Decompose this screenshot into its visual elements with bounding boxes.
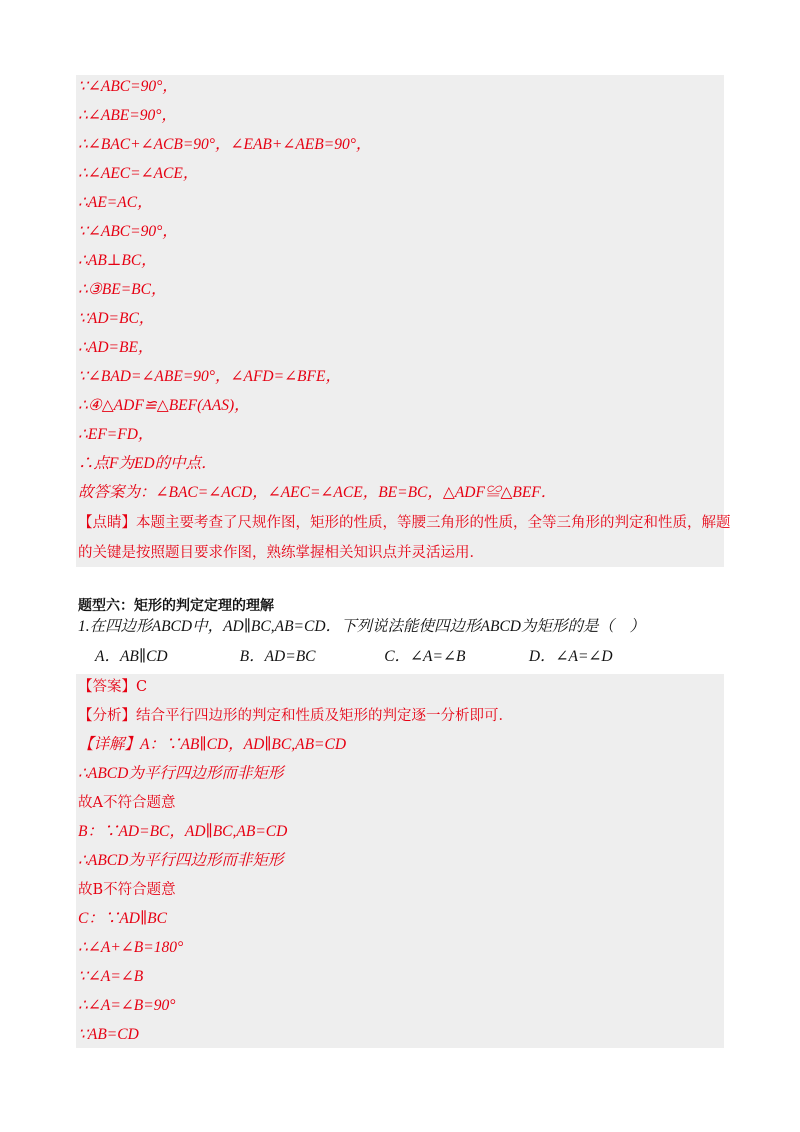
proof-text: ∴④△ADF≌△BEF(AAS)， [78, 397, 250, 414]
detail-text: 故A不符合题意 [78, 795, 176, 811]
detail-line [78, 1025, 139, 1045]
detail-text: ∵AB=CD [78, 1026, 139, 1043]
proof-line [78, 280, 166, 300]
proof-line [78, 425, 153, 445]
detail-line [78, 909, 167, 929]
detail-line [78, 880, 176, 900]
proof-line [78, 309, 154, 329]
detail-line [78, 851, 283, 871]
proof-line [78, 367, 341, 387]
proof-text: ∵∠ABC=90°， [78, 78, 178, 95]
option-c: C．∠A=∠B [384, 648, 466, 665]
comment-line [78, 543, 484, 563]
detail-text: C：∵AD∥BC [78, 910, 167, 927]
comment-text: 【点睛】本题主要考查了尺规作图，矩形的性质，等腰三角形的性质，全等三角形的判定和性质，解题 [78, 515, 731, 531]
proof-text: ∴EF=FD， [78, 426, 154, 443]
question-options [95, 647, 669, 667]
detail-line [78, 822, 287, 842]
answer-text: 【答案】C [78, 679, 148, 695]
section-heading-text: 题型六：矩形的判定定理的理解 [78, 598, 274, 614]
detail-line [78, 793, 175, 813]
detail-line [78, 996, 175, 1016]
detail-line [78, 735, 346, 755]
proof-text: ∵∠ABC=90°， [78, 223, 178, 240]
question-stem [78, 617, 645, 637]
proof-text: ∴∠ABE=90°， [78, 107, 177, 124]
proof-text: ∴AD=BE， [78, 339, 154, 356]
proof-line [78, 193, 153, 213]
option-d: D．∠A=∠D [528, 648, 613, 665]
proof-text: ∴AE=AC， [78, 194, 153, 211]
detail-line [78, 967, 143, 987]
proof-text: ∴∠AEC=∠ACE， [78, 165, 199, 182]
proof-line [78, 338, 153, 358]
detail-line [78, 938, 183, 958]
detail-text: ∵∠A=∠B [78, 968, 144, 985]
proof-line [78, 396, 250, 416]
proof-text: ∴点F为ED的中点． [78, 455, 217, 472]
proof-line [78, 222, 178, 242]
detail-text: ∴ABCD为平行四边形而非矩形 [78, 852, 284, 869]
analysis-text: 【分析】结合平行四边形的判定和性质及矩形的判定逐一分析即可． [78, 708, 513, 724]
proof-line [78, 135, 371, 155]
proof-text: ∴AB⊥BC， [78, 252, 157, 269]
proof-text: ∵∠BAD=∠ABE=90°，∠AFD=∠BFE， [78, 368, 341, 385]
proof-text: ∴③BE=BC， [78, 281, 167, 298]
option-a: A．AB∥CD [95, 648, 168, 665]
proof-line [78, 454, 217, 474]
proof-text: ∴∠BAC+∠ACB=90°，∠EAB+∠AEB=90°， [78, 136, 372, 153]
proof-line [78, 251, 157, 271]
answer-line [78, 677, 147, 697]
comment-line [78, 513, 731, 533]
answer-text: 故答案为：∠BAC=∠ACD，∠AEC=∠ACE，BE=BC，△ADF≌△BEF． [78, 484, 557, 501]
proof-line [78, 77, 178, 97]
detail-text: 故B不符合题意 [78, 882, 176, 898]
option-b: B．AD=BC [239, 648, 316, 665]
question-stem-text: 1.在四边形ABCD中，AD∥BC,AB=CD．下列说法能使四边形ABCD为矩形的是（ ） [78, 618, 645, 635]
comment-text: 的关键是按照题目要求作图，熟练掌握相关知识点并灵活运用． [78, 545, 484, 561]
detail-line [78, 764, 283, 784]
proof-line [78, 106, 177, 126]
detail-text: B：∵AD=BC，AD∥BC,AB=CD [78, 823, 288, 840]
detail-text: ∴∠A=∠B=90° [78, 997, 176, 1014]
detail-text: ∴ABCD为平行四边形而非矩形 [78, 765, 284, 782]
detail-text: 【详解】A：∵AB∥CD，AD∥BC,AB=CD [78, 736, 347, 753]
section-heading [78, 596, 274, 616]
answer-line [78, 483, 556, 503]
proof-text: ∵AD=BC， [78, 310, 155, 327]
proof-line [78, 164, 198, 184]
analysis-line [78, 706, 513, 726]
detail-text: ∴∠A+∠B=180° [78, 939, 184, 956]
